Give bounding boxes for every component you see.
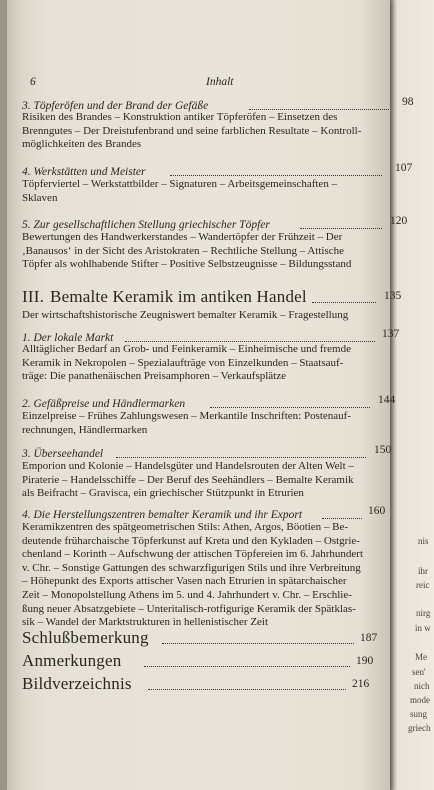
toc-entry-title: Anmerkungen (22, 651, 122, 670)
toc-entry-page: 135 (384, 290, 402, 302)
toc-end-entry (22, 674, 414, 694)
description-line: ßung neuer Absatzgebiete – Unteritalisch-rotfigurige Keramik der Spätklas- (22, 602, 356, 615)
dot-leader (210, 406, 370, 408)
toc-entry-description (22, 410, 414, 437)
toc-entry-title: 1. Der lokale Markt (22, 332, 114, 344)
toc-entry-page: 137 (382, 328, 400, 340)
toc-entry-title: 5. Zur gesellschaftlichen Stellung griechischer Töpfer (22, 219, 270, 231)
background-word: griech (408, 723, 431, 733)
description-line: Emporion und Kolonie – Handelsgüter und Handelsrouten der Alten Welt – (22, 460, 354, 472)
dot-leader (170, 174, 382, 176)
description-line: Keramik in Nekropolen – Spezialaufträge von Einzelkunden – Staatsauf- (22, 356, 344, 369)
description-line: sik – Wandel der Marktstrukturen in hellenistischer Zeit (22, 616, 269, 629)
dot-leader (249, 108, 389, 110)
toc-entry-description (22, 460, 414, 501)
toc-entry-page: 150 (374, 444, 392, 456)
description-line: Töpfer als wohlhabende Stifter – Positive Selbstzeugnisse – Bildungsstand (22, 258, 352, 271)
description-line: Brenngutes – Der Dreistufenbrand und seine farblichen Resultate – Kontroll- (22, 124, 362, 137)
description-line: Sklaven (22, 191, 58, 204)
toc-entry-description (22, 231, 414, 272)
description-line: Keramikzentren des spätgeometrischen Stils: Athen, Argos, Böotien – Be- (22, 521, 349, 533)
part-title (22, 287, 307, 306)
description-line: Bewertungen des Handwerkerstandes – Wandertöpfer der Frühzeit – Der (22, 231, 343, 243)
description-line: ‚Banausos‘ in der Sicht des Aristokraten – Rechtliche Stellung – Attische (22, 244, 344, 257)
background-word: sung (410, 709, 428, 719)
toc-end-entry (22, 651, 414, 671)
description-line: Töpferviertel – Werkstattbilder – Signaturen – Arbeitsgemeinschaften – (22, 178, 338, 190)
description-line: Zeit – Monopolstellung Athens im 5. und 4. Jahrhundert v. Chr. – Erschlie- (22, 588, 352, 601)
toc-entry-title: 3. Töpferöfen und der Brand der Gefäße (22, 100, 209, 112)
description-line: als Beifracht – Gravisca, ein griechischer Stützpunkt in Etrurien (22, 487, 304, 500)
toc-entry-description (22, 111, 414, 152)
toc-entry-title: 3. Überseehandel (22, 448, 104, 460)
dot-leader (312, 301, 376, 303)
header-title: Inhalt (206, 76, 234, 88)
description-line: träge: Die panathenäischen Preisamphoren – Verkaufsplätze (22, 370, 286, 383)
dot-leader (162, 642, 354, 644)
header-page-number: 6 (30, 76, 36, 88)
background-word: nirg (416, 608, 431, 618)
dot-leader (125, 340, 375, 342)
toc-entry-title: Schlußbemerkung (22, 628, 149, 647)
background-word: sen' (412, 667, 426, 677)
toc-entry-page: 98 (402, 96, 414, 108)
description-line: Piraterie – Handelsschiffe – Der Beruf des Seehändlers – Bemalte Keramik (22, 473, 354, 486)
toc-entry-page: 107 (395, 162, 413, 174)
dot-leader (116, 456, 366, 458)
dot-leader (148, 688, 346, 690)
background-word: reic (416, 580, 430, 590)
toc-entry-description (22, 521, 414, 630)
description-line: chenland – Korinth – Aufschwung der attischen Töpfereien im 6. Jahrhundert (22, 548, 364, 561)
background-word: mode (410, 695, 430, 705)
toc-entry-page: 187 (360, 632, 378, 644)
description-line: deutende früharchaische Töpferkunst auf Kreta und den Kykladen – Ostgrie- (22, 534, 360, 547)
dot-leader (144, 665, 350, 667)
description-line: rechnungen, Händlermarken (22, 423, 148, 436)
dot-leader (300, 227, 382, 229)
background-word: Me (415, 652, 427, 662)
background-word: nis (418, 536, 429, 546)
background-word: ihr (418, 566, 428, 576)
toc-entry-title: 4. Die Herstellungszentren bemalter Keramik und ihr Export (22, 509, 303, 521)
toc-entry-title: Bildverzeichnis (22, 674, 132, 693)
description-line: Alltäglicher Bedarf an Grob- und Feinkeramik – Einheimische und fremde (22, 343, 351, 355)
part-title-text: Bemalte Keramik im antiken Handel (50, 287, 307, 306)
part-subtitle: Der wirtschaftshistorische Zeugniswert bemalter Keramik – Fragestellung (22, 309, 349, 321)
toc-entry-page: 216 (352, 678, 370, 690)
background-word: in w (415, 623, 431, 633)
description-line: v. Chr. – Sonstige Gattungen des schwarzfigurigen Stils und ihre Verbreitung (22, 561, 361, 574)
toc-entry-page: 120 (390, 215, 408, 227)
toc-entry-title: 4. Werkstätten und Meister (22, 166, 146, 178)
dot-leader (322, 517, 362, 519)
description-line: möglichkeiten des Brandes (22, 138, 142, 151)
toc-entry-description (22, 343, 414, 384)
description-line: Risiken des Brandes – Konstruktion antiker Töpferöfen – Einsetzen des (22, 111, 338, 123)
toc-entry-page: 144 (378, 394, 396, 406)
description-line: Einzelpreise – Frühes Zahlungswesen – Merkantile Inschriften: Postenauf- (22, 410, 351, 422)
toc-entry-page: 190 (356, 655, 374, 667)
toc-entry-title: 2. Gefäßpreise und Händlermarken (22, 398, 186, 410)
toc-end-entry (22, 628, 414, 648)
toc-entry-description (22, 178, 414, 205)
description-line: – Höhepunkt des Exports attischer Vasen nach Etrurien in spätarchaischer (22, 575, 347, 588)
part-roman-numeral: III. (22, 287, 45, 306)
part-heading (22, 287, 414, 307)
toc-entry-page: 160 (368, 505, 386, 517)
background-word: nich (414, 681, 430, 691)
